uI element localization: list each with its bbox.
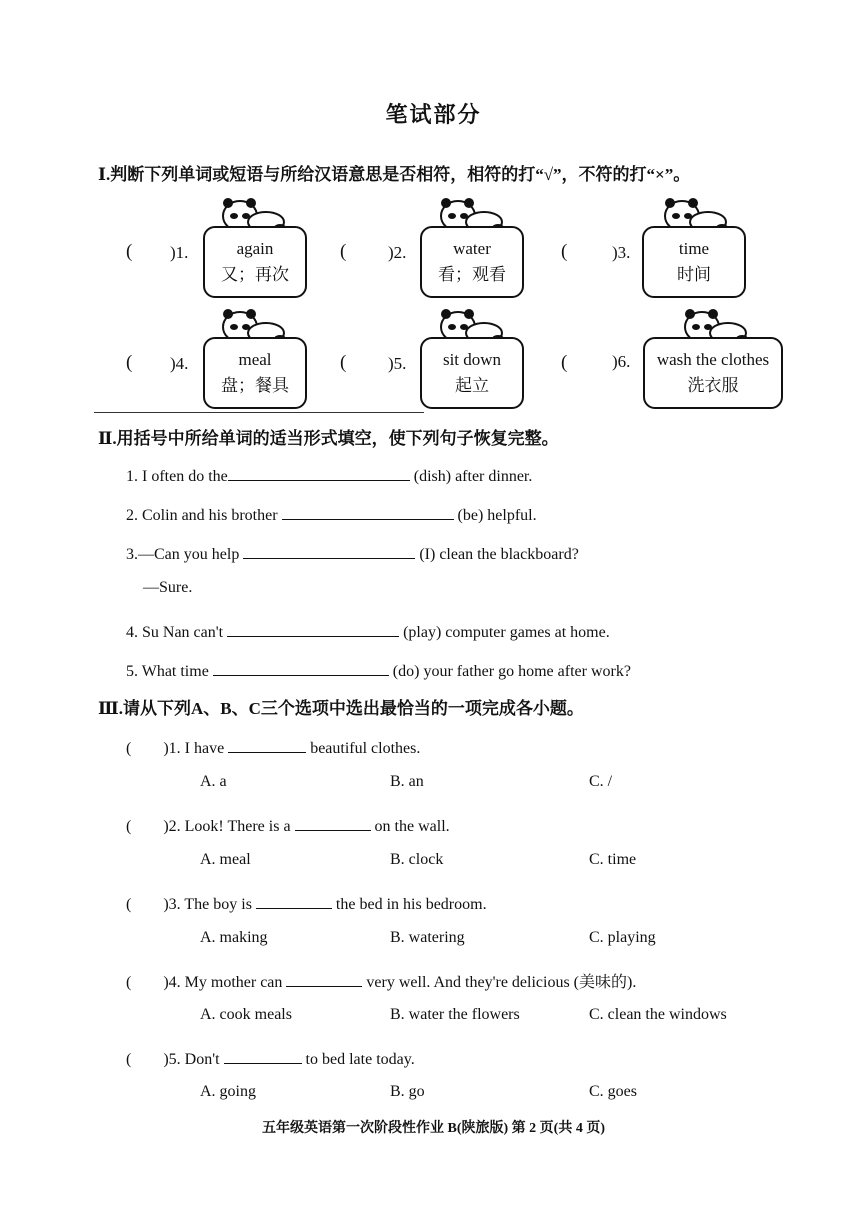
card-english: sit down xyxy=(442,350,502,369)
answer-paren-6[interactable]: ( xyxy=(561,352,568,373)
card-english: again xyxy=(236,239,274,258)
option-a[interactable]: A. cook meals xyxy=(200,1006,292,1023)
option-a[interactable]: A. going xyxy=(200,1083,256,1100)
answer-paren-4[interactable]: ( xyxy=(126,352,133,373)
fill-blank[interactable] xyxy=(282,501,454,520)
card-english: wash the clothes xyxy=(656,350,770,369)
answer-paren[interactable]: ( xyxy=(126,740,164,757)
option-b[interactable]: B. water the flowers xyxy=(390,1006,520,1023)
item-number-3: )3. xyxy=(612,243,631,262)
option-a[interactable]: A. meal xyxy=(200,851,251,868)
fill-blank[interactable] xyxy=(256,890,332,909)
answer-paren-2[interactable]: ( xyxy=(340,241,347,262)
section1-heading: Ⅰ.判断下列单词或短语与所给汉语意思是否相符，相符的打“√”，不符的打“×”。 xyxy=(98,165,691,184)
answer-paren[interactable]: ( xyxy=(126,818,164,835)
card-chinese: 时间 xyxy=(677,265,711,284)
word-card-4 xyxy=(203,337,307,409)
option-c[interactable]: C. / xyxy=(589,773,613,790)
item-number-5: )5. xyxy=(388,354,407,373)
fill-blank[interactable] xyxy=(228,462,410,481)
card-chinese: 看；观看 xyxy=(438,265,506,284)
fill-blank[interactable] xyxy=(228,734,306,753)
mc-question-5: ( )5. Don't to bed late today. xyxy=(126,1045,415,1069)
mc-question-2: ( )2. Look! There is a on the wall. xyxy=(126,812,450,836)
option-c[interactable]: C. playing xyxy=(589,929,656,946)
section3-heading: Ⅲ.请从下列A、B、C三个选项中选出最恰当的一项完成各小题。 xyxy=(98,699,584,718)
fill-blank[interactable] xyxy=(224,1045,302,1064)
option-a[interactable]: A. a xyxy=(200,773,227,790)
answer-paren-5[interactable]: ( xyxy=(340,352,347,373)
card-english: meal xyxy=(238,350,272,369)
card-chinese: 盘；餐具 xyxy=(221,376,289,395)
section2-heading: Ⅱ.用括号中所给单词的适当形式填空，使下列句子恢复完整。 xyxy=(98,429,559,448)
mc-question-3: ( )3. The boy is the bed in his bedroom. xyxy=(126,890,487,914)
fill-question-5: 5. What time (do) your father go home after work? xyxy=(126,657,631,681)
word-card-2 xyxy=(420,226,524,298)
option-c[interactable]: C. clean the windows xyxy=(589,1006,727,1023)
fill-question-3: 3.—Can you help (I) clean the blackboard? xyxy=(126,540,579,564)
fill-blank[interactable] xyxy=(295,812,371,831)
answer-paren[interactable]: ( xyxy=(126,1051,164,1068)
fill-blank[interactable] xyxy=(213,657,389,676)
fill-question-2: 2. Colin and his brother (be) helpful. xyxy=(126,501,537,525)
page-footer: 五年级英语第一次阶段性作业 B(陕旅版) 第 2 页(共 4 页) xyxy=(262,1121,605,1136)
mc-question-1: ( )1. I have beautiful clothes. xyxy=(126,734,420,758)
item-number-4: )4. xyxy=(170,354,189,373)
divider xyxy=(94,412,424,413)
word-card-1 xyxy=(203,226,307,298)
fill-question-4: 4. Su Nan can't (play) computer games at home. xyxy=(126,618,610,642)
mc-question-4: ( )4. My mother can very well. And they're delicious (美味的). xyxy=(126,968,636,992)
dialogue-answer: —Sure. xyxy=(143,579,193,596)
card-english: time xyxy=(678,239,710,258)
answer-paren[interactable]: ( xyxy=(126,974,164,991)
word-card-3 xyxy=(642,226,746,298)
item-number-2: )2. xyxy=(388,243,407,262)
item-number-6: )6. xyxy=(612,352,631,371)
card-english: water xyxy=(453,239,491,258)
card-chinese: 起立 xyxy=(455,376,489,395)
answer-paren-1[interactable]: ( xyxy=(126,241,133,262)
answer-paren-3[interactable]: ( xyxy=(561,241,568,262)
fill-question-1: 1. I often do the (dish) after dinner. xyxy=(126,462,532,486)
item-number-1: )1. xyxy=(170,243,189,262)
option-b[interactable]: B. go xyxy=(390,1083,425,1100)
card-chinese: 又；再次 xyxy=(221,265,289,284)
page-title: 笔试部分 xyxy=(385,102,482,127)
word-card-5 xyxy=(420,337,524,409)
option-c[interactable]: C. time xyxy=(589,851,637,868)
fill-blank[interactable] xyxy=(286,968,362,987)
option-b[interactable]: B. an xyxy=(390,773,424,790)
option-a[interactable]: A. making xyxy=(200,929,268,946)
option-b[interactable]: B. watering xyxy=(390,929,465,946)
option-b[interactable]: B. clock xyxy=(390,851,444,868)
word-card-6 xyxy=(643,337,783,409)
card-chinese: 洗衣服 xyxy=(687,376,739,395)
option-c[interactable]: C. goes xyxy=(589,1083,637,1100)
answer-paren[interactable]: ( xyxy=(126,896,164,913)
fill-blank[interactable] xyxy=(227,618,399,637)
fill-blank[interactable] xyxy=(243,540,415,559)
